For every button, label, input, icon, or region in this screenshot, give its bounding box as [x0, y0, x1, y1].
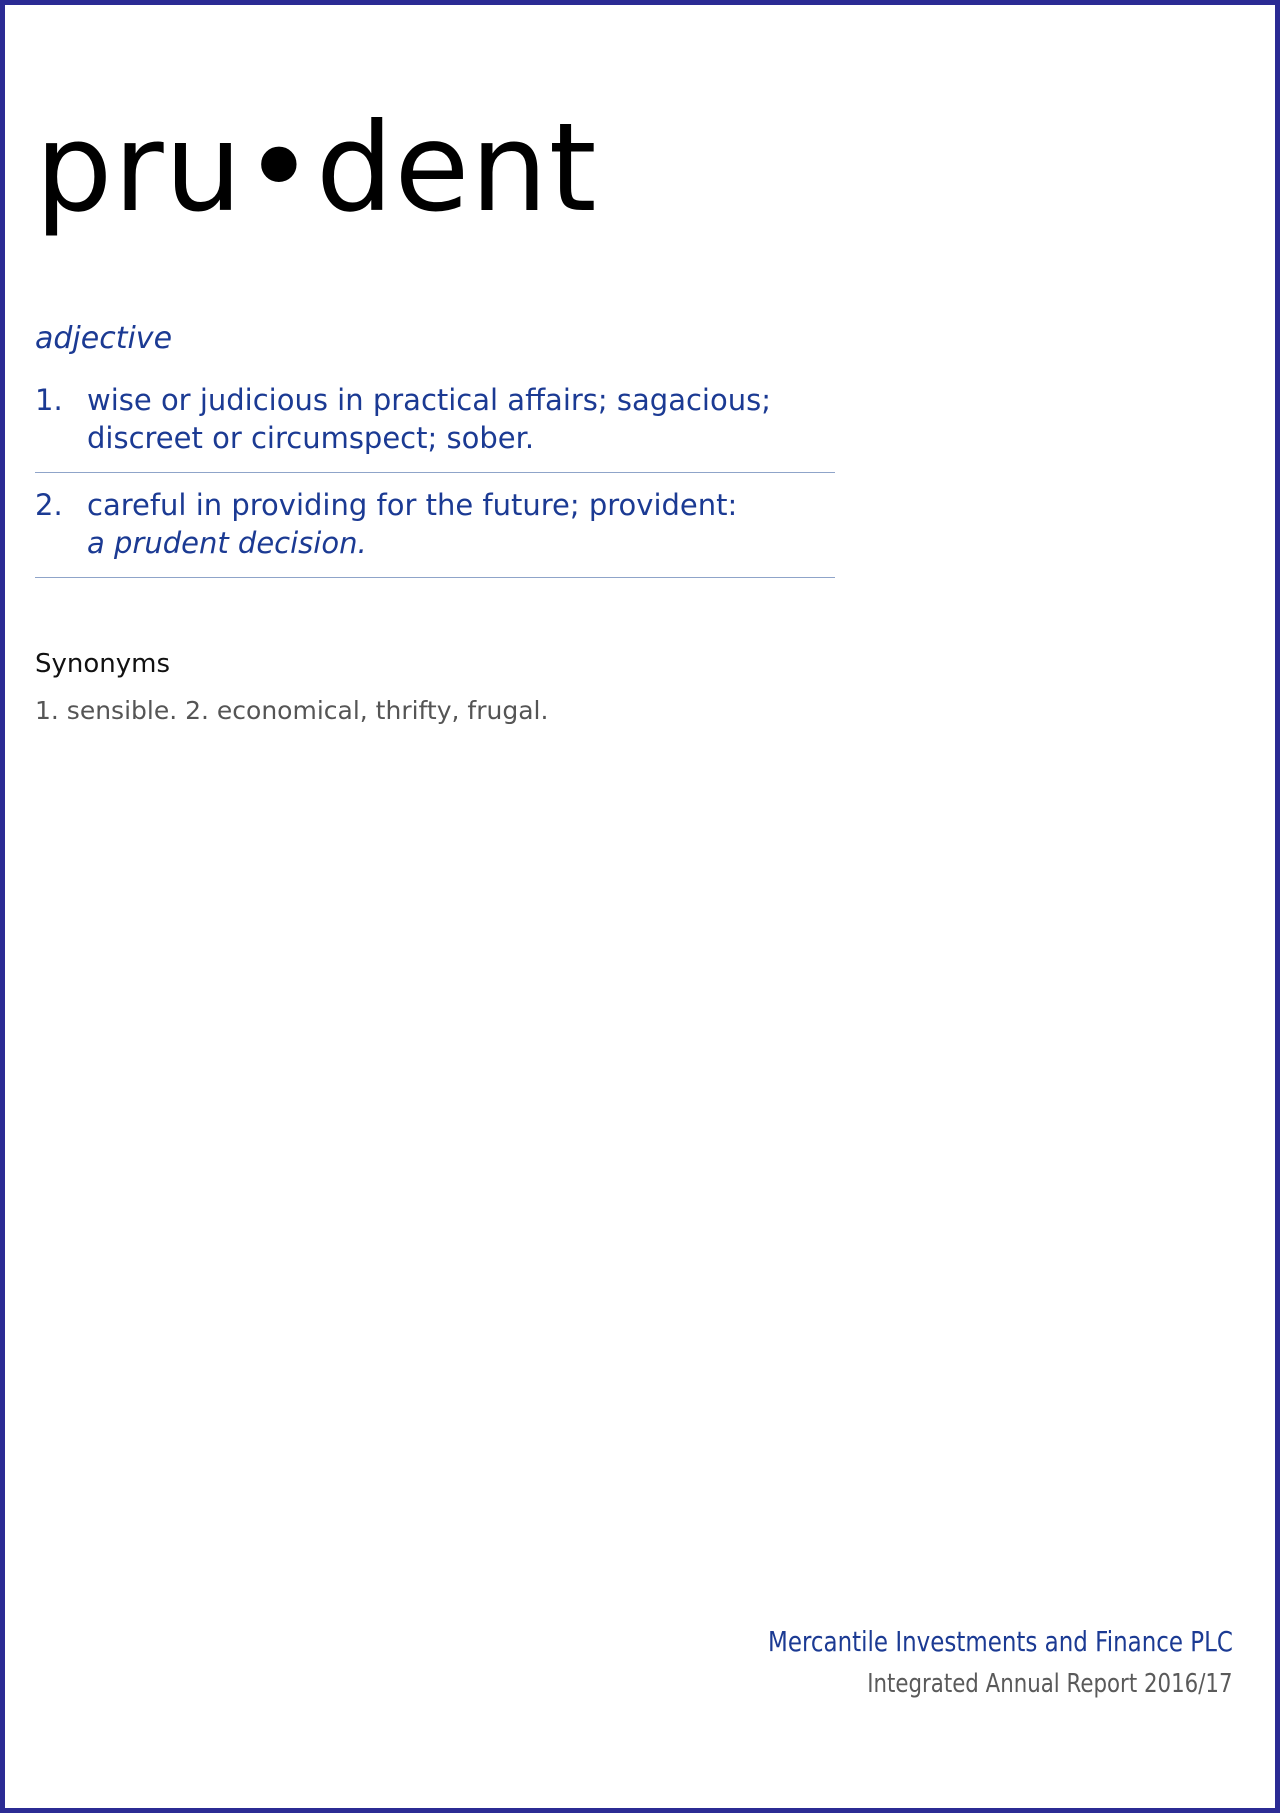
definition-number: 2.: [35, 488, 63, 522]
part-of-speech: adjective: [35, 321, 173, 356]
synonyms-text: 1. sensible. 2. economical, thrifty, frugal.: [35, 696, 549, 725]
company-name: Mercantile Investments and Finance PLC: [768, 1625, 1233, 1658]
definition-item: [35, 377, 835, 473]
definition-item: [35, 473, 835, 578]
definition-number: 1.: [35, 383, 63, 417]
headword: pru•dent: [35, 97, 598, 239]
definition-text: wise or judicious in practical affairs; sagacious; discreet or circumspect; sober.: [87, 383, 771, 455]
report-title: Integrated Annual Report 2016/17: [867, 1669, 1233, 1699]
definition-example: a prudent decision.: [87, 526, 367, 560]
synonyms-heading: Synonyms: [35, 649, 171, 679]
definition-list: [35, 377, 835, 578]
definition-text: careful in providing for the future; provident:: [87, 488, 738, 522]
